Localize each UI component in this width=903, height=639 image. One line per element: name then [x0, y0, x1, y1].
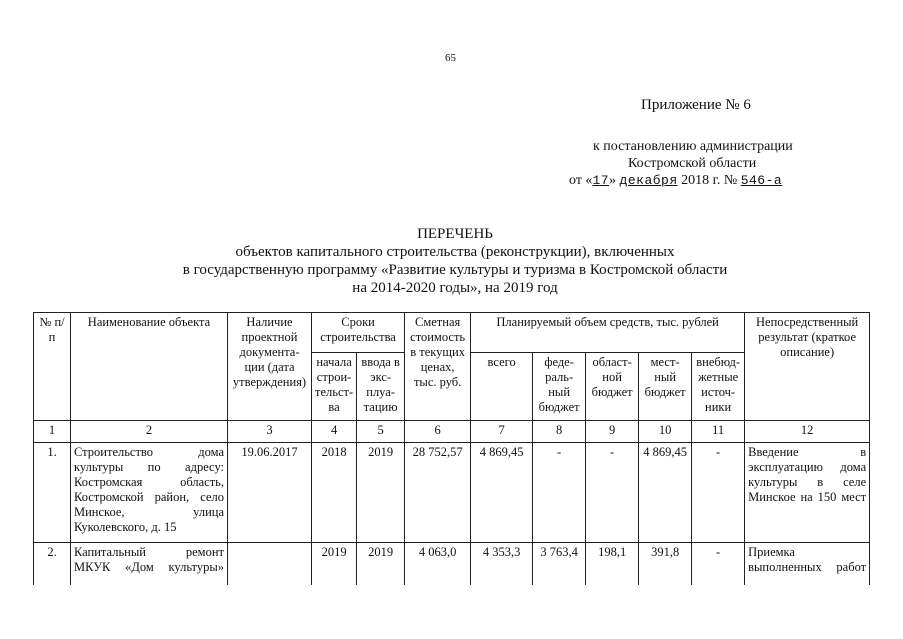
date-prefix: от « [569, 173, 593, 188]
row-name-line: Костромская область, [74, 475, 224, 489]
row-federal: - [533, 443, 586, 543]
row-federal: 3 763,4 [533, 543, 586, 585]
row-name-line: Капитальный ремонт [74, 545, 224, 559]
row-name-line: Куколевского, д. 15 [74, 520, 177, 534]
row-result-line: выполненных работ [748, 560, 867, 574]
header-row-1 [34, 313, 870, 353]
row-docs: 19.06.2017 [228, 443, 312, 543]
header-num: № п/п [34, 313, 71, 421]
row-num: 1. [34, 443, 71, 543]
table-row [34, 443, 870, 543]
row-name-line: Строительство дома [74, 445, 224, 459]
row-name-line: МКУК «Дом культуры» [74, 560, 224, 574]
header-local: мест-ный бюджет [639, 353, 692, 421]
decree-line-2: Костромской области [628, 156, 757, 171]
page-number: 65 [445, 52, 456, 64]
header-federal: феде-раль-ный бюджет [533, 353, 586, 421]
decree-number: 546-а [740, 173, 783, 188]
row-name-line: Костромской район, село [74, 490, 224, 504]
row-result-line: Введение в [748, 445, 867, 459]
col-number: 9 [586, 421, 639, 443]
title-line-1: ПЕРЕЧЕНЬ [417, 226, 493, 242]
decree-line-1: к постановлению администрации [593, 139, 793, 154]
decree-year: 2018 г. № [681, 173, 738, 188]
col-number: 11 [692, 421, 745, 443]
row-result-line: Приемка [748, 545, 795, 559]
row-name [71, 443, 228, 543]
row-cost: 28 752,57 [405, 443, 471, 543]
row-name-line: Минское, улица [74, 505, 224, 519]
row-result-line: культуры в селе [748, 475, 867, 489]
header-docs: Наличие проектной документа-ции (дата утверждения) [228, 313, 312, 421]
table-row [34, 543, 870, 585]
row-offbudget: - [692, 543, 745, 585]
header-start: начала строи-тельст-ва [312, 353, 357, 421]
column-numbers-row [34, 421, 870, 443]
row-regional: - [586, 443, 639, 543]
decree-month: декабря [619, 173, 678, 188]
row-total: 4 869,45 [471, 443, 533, 543]
row-local: 4 869,45 [639, 443, 692, 543]
row-cost: 4 063,0 [405, 543, 471, 585]
row-total: 4 353,3 [471, 543, 533, 585]
header-terms: Сроки строительства [312, 313, 405, 353]
row-result-line: эксплуатацию дома [748, 460, 867, 474]
date-quote-close: » [609, 173, 617, 188]
row-local: 391,8 [639, 543, 692, 585]
col-number: 6 [405, 421, 471, 443]
col-number: 2 [71, 421, 228, 443]
col-number: 8 [533, 421, 586, 443]
row-docs [228, 543, 312, 585]
title-line-4: на 2014-2020 годы», на 2019 год [352, 280, 558, 296]
document-title [140, 225, 770, 297]
row-result [745, 543, 870, 585]
row-result-line: Минское на 150 мест [748, 490, 867, 504]
col-number: 4 [312, 421, 357, 443]
col-number: 12 [745, 421, 870, 443]
header-offbudget: внебюд-жетные источ-ники [692, 353, 745, 421]
row-regional: 198,1 [586, 543, 639, 585]
row-start: 2019 [312, 543, 357, 585]
header-cost: Сметная стоимость в текущих ценах, тыс. руб. [405, 313, 471, 421]
title-line-2: объектов капитального строительства (реконструкции), включенных [235, 244, 675, 260]
appendix-title: Приложение № 6 [641, 97, 751, 113]
header-commission: ввода в экс-плуа-тацию [357, 353, 405, 421]
header-name: Наименование объекта [71, 313, 228, 421]
row-num: 2. [34, 543, 71, 585]
col-number: 3 [228, 421, 312, 443]
header-result: Непосредственный результат (краткое описание) [745, 313, 870, 421]
row-commission: 2019 [357, 443, 405, 543]
header-planned: Планируемый объем средств, тыс. рублей [471, 313, 745, 353]
decree-date-line [569, 173, 782, 189]
col-number: 7 [471, 421, 533, 443]
header-regional: област-ной бюджет [586, 353, 639, 421]
objects-table [33, 312, 870, 585]
decree-day: 17 [592, 173, 610, 188]
row-offbudget: - [692, 443, 745, 543]
col-number: 1 [34, 421, 71, 443]
title-line-3: в государственную программу «Развитие культуры и туризма в Костромской области [182, 262, 728, 278]
row-name-line: культуры по адресу: [74, 460, 224, 474]
row-name [71, 543, 228, 585]
row-commission: 2019 [357, 543, 405, 585]
header-total: всего [471, 353, 533, 421]
col-number: 10 [639, 421, 692, 443]
row-result [745, 443, 870, 543]
row-start: 2018 [312, 443, 357, 543]
col-number: 5 [357, 421, 405, 443]
